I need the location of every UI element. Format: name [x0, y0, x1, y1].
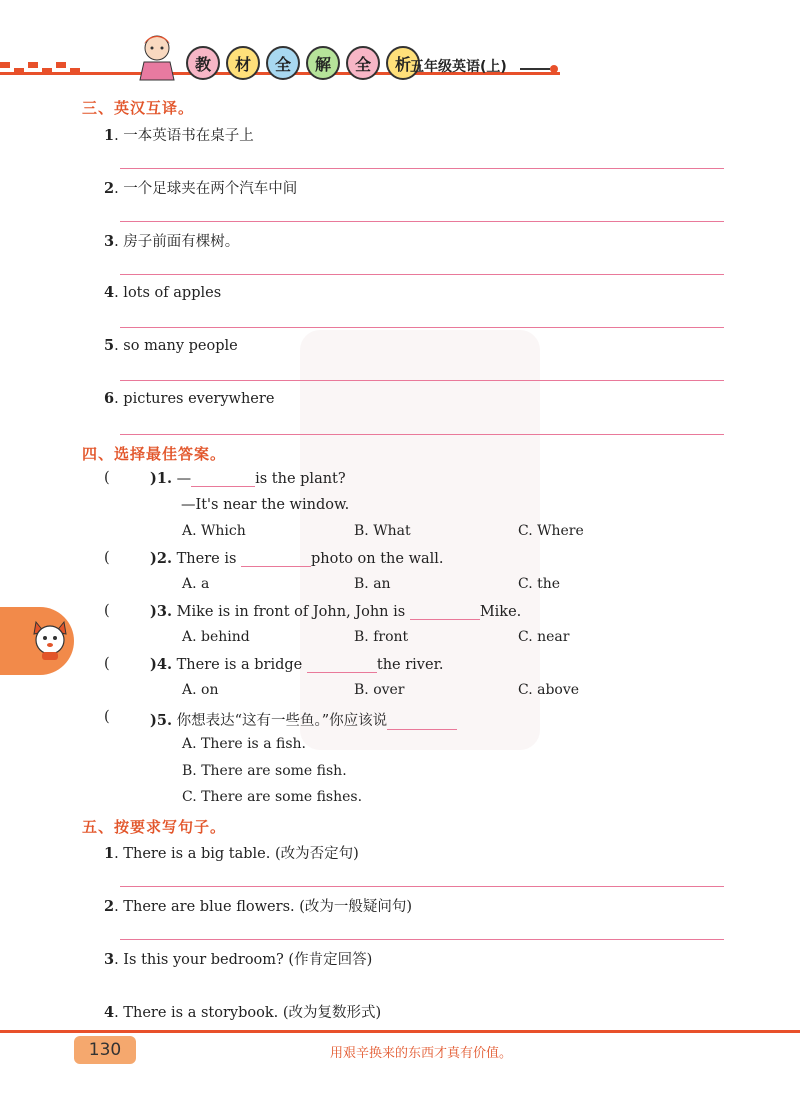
s4-q2-option-c: C. the [518, 576, 561, 592]
s3-question-6: 6. pictures everywhere [104, 390, 275, 407]
answer-paren-3[interactable]: ( [104, 603, 110, 619]
s4-q1-option-c: C. Where [518, 523, 584, 539]
background-watermark [300, 330, 540, 750]
s4-question-3: )3. Mike is in front of John, John is Mike. [150, 603, 522, 620]
s4-q1-option-b: B. What [354, 523, 411, 539]
s3-answer-line-5[interactable] [120, 380, 724, 381]
fill-blank[interactable] [387, 715, 457, 730]
s3-question-3: 3. 房子前面有棵树。 [104, 233, 240, 250]
s3-answer-line-2[interactable] [120, 221, 724, 222]
title-badge: 全 [346, 46, 380, 80]
section-4-heading: 四、选择最佳答案。 [82, 445, 227, 463]
pen-icon [520, 64, 560, 74]
s4-q4-option-a: A. on [182, 682, 219, 698]
s4-q5-option-b: B. There are some fish. [182, 763, 347, 779]
fill-blank[interactable] [410, 605, 480, 620]
s3-answer-line-4[interactable] [120, 327, 724, 328]
s3-question-2: 2. 一个足球夹在两个汽车中间 [104, 180, 298, 197]
answer-paren-1[interactable]: ( [104, 470, 110, 486]
girl-mascot-icon [132, 30, 182, 82]
s5-question-4: 4. There is a storybook. (改为复数形式) [104, 1004, 382, 1021]
s4-question-4: )4. There is a bridge the river. [150, 656, 444, 673]
s4-question-5: )5. 你想表达“这有一些鱼。”你应该说 [150, 709, 457, 730]
s5-question-3: 3. Is this your bedroom? (作肯定回答) [104, 951, 373, 968]
s5-question-1: 1. There is a big table. (改为否定句) [104, 845, 359, 862]
s4-q1-option-a: A. Which [182, 523, 246, 539]
fill-blank[interactable] [307, 658, 377, 673]
title-badge: 析 [386, 46, 420, 80]
s4-q5-option-c: C. There are some fishes. [182, 789, 363, 805]
s4-question-1: )1. — is the plant? [150, 470, 346, 487]
title-badge: 解 [306, 46, 340, 80]
s3-answer-line-1[interactable] [120, 168, 724, 169]
page-number: 130 [74, 1036, 136, 1064]
fill-blank[interactable] [191, 472, 255, 487]
answer-paren-4[interactable]: ( [104, 656, 110, 672]
footer-motto: 用艰辛换来的东西才真有价值。 [330, 1046, 513, 1061]
s4-q2-option-a: A. a [182, 576, 210, 592]
s5-answer-line-1[interactable] [120, 886, 724, 887]
s4-question-2: )2. There is photo on the wall. [150, 550, 444, 567]
s4-q3-option-a: A. behind [182, 629, 250, 645]
answer-paren-2[interactable]: ( [104, 550, 110, 566]
section-5-heading: 五、按要求写句子。 [82, 818, 227, 836]
title-badge: 全 [266, 46, 300, 80]
s5-answer-line-2[interactable] [120, 939, 724, 940]
s3-answer-line-6[interactable] [120, 434, 724, 435]
answer-paren-5[interactable]: ( [104, 709, 110, 725]
fill-blank[interactable] [241, 552, 311, 567]
s3-question-5: 5. so many people [104, 337, 238, 354]
footer-rule [0, 1030, 800, 1033]
s4-q2-option-b: B. an [354, 576, 391, 592]
s5-question-2: 2. There are blue flowers. (改为一般疑问句) [104, 898, 413, 915]
s4-q5-option-a: A. There is a fish. [182, 736, 306, 752]
s4-q4-option-c: C. above [518, 682, 580, 698]
s3-answer-line-3[interactable] [120, 274, 724, 275]
section-3-heading: 三、英汉互译。 [82, 99, 195, 117]
title-badge: 材 [226, 46, 260, 80]
s4-q3-option-b: B. front [354, 629, 409, 645]
header-title-badges [186, 46, 420, 80]
s4-q3-option-c: C. near [518, 629, 570, 645]
title-badge: 教 [186, 46, 220, 80]
s4-q4-option-b: B. over [354, 682, 405, 698]
header-grade-label: 五年级英语(上) [410, 59, 507, 75]
s3-question-1: 1. 一本英语书在桌子上 [104, 127, 254, 144]
fox-mascot-icon [30, 618, 70, 662]
s3-question-4: 4. lots of apples [104, 284, 222, 301]
s4-q1-reply: —It's near the window. [181, 497, 350, 513]
